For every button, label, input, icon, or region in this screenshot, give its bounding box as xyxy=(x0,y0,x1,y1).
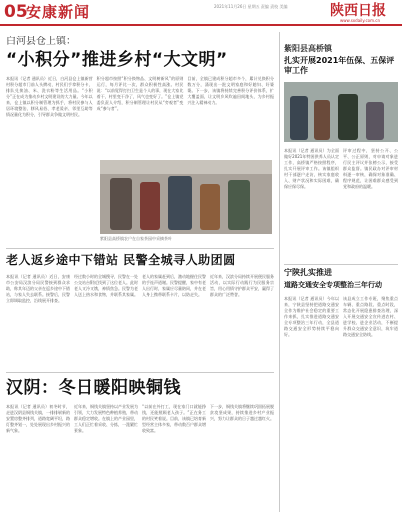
story-4-col-2: 近年来，铜钱关镇坚持以产业发展为引领，大力发展特色种植养殖，带动群众稳定增收。在镇上的产业园里，工人们正忙着采收、分拣，一派繁忙景象。 xyxy=(74,404,138,433)
story-2-headline: 老人返乡途中下错站 民警全城寻人助团圆 xyxy=(6,253,236,267)
story-3-headline: 宁陕扎实推进 xyxy=(284,268,332,277)
story-2 xyxy=(6,252,274,370)
section-divider-2 xyxy=(6,372,274,373)
story-2-col-1: 本报讯（记者 通讯员）近日，安康市公安局汉滨分局民警接到群众求助，称其年迈的父亲在返乡途中下错站，与家人失去联系。接警后，民警立即调取监控，沿线展开排查。 xyxy=(6,274,70,303)
story-1-kicker: 白河县仓上镇： xyxy=(6,36,76,47)
story-2-col-2: 经过数小时的全城搜寻，民警在一处公交站台附近找到了这位老人。此时老人又冷又饿，神情焦急。民警为老人送上热水和食物，并联系其家属。 xyxy=(74,274,138,297)
newspaper-url: www.sxdaily.com.cn xyxy=(340,18,380,23)
story-3-col-1: 本报讯（记者 通讯员）今年以来，宁陕县坚持把道路交通安全作为维护社会稳定的重要工作来抓，扎实推进道路交通安全专项整治三年行动，全县道路交通安全形势持续平稳向好。 xyxy=(284,296,339,337)
section-divider-1 xyxy=(6,248,274,249)
story-right xyxy=(284,44,398,244)
story-1-photo xyxy=(100,160,272,234)
story-3-col-2: 该县成立工作专班，聚焦重点车辆、重点路段、重点时段，常态化开展隐患排查治理，深入开展交通安全宣传进农村、进学校、进企业活动，不断提升群众交通安全意识，筑牢道路交通安全防线。 xyxy=(343,296,398,337)
story-1-col-3: 目前，全镇已建成积分超市多个，累计兑换积分数万分，涌现出一批文明家庭和好媳妇、好婆婆。下一步，该镇将持续完善积分评价体系，扩大覆盖面，让文明乡风吹遍田间地头，为乡村振兴注入精神动力。 xyxy=(187,76,274,105)
story-4-col-1: 本报讯（记者 通讯员）初冬时节，走进汉阴县铜钱关镇，一排排崭新的安置房整齐排列，道路宽阔平坦，路灯整齐划一，处处展现出乡村振兴的新气象。 xyxy=(6,404,70,433)
masthead xyxy=(0,0,402,26)
story-1-headline: “小积分”推进乡村“大文明” xyxy=(6,50,228,70)
edition-info: 2021年11月26日 星期五 责编 责校 美编 xyxy=(214,4,288,9)
story-4-col-4: 下一步，铜钱关镇将继续巩固拓展脱贫攻坚成果，持续推进乡村产业振兴，努力让群众的日子越过越红火。 xyxy=(210,404,274,421)
newspaper-logo: 陕西日报 xyxy=(330,3,386,19)
story-right-kicker: 紫阳县高桥镇 xyxy=(284,44,332,53)
story-4-col-3: “以前在外打工，现在家门口就能挣钱，还能照顾老人孩子。”正在务工的村民笑着说。目前，该镇已培育新型经营主体多家，带动数百户群众增收致富。 xyxy=(142,404,206,433)
section-divider-right xyxy=(284,264,398,265)
story-right-headline: 扎实开展2021年伍保、五保评审工作 xyxy=(284,56,395,75)
story-1-photo-caption: 紫阳县高桥镇农户在自家茶园中采摘茶叶 xyxy=(100,236,172,241)
story-4-headline: 汉阴：冬日暖阳映铜钱 xyxy=(6,378,181,398)
section-title: 安康新闻 xyxy=(26,3,91,21)
story-right-photo xyxy=(284,82,398,142)
story-2-col-4: 近年来，汉滨分局持续开展便民服务活动，以实际行动践行为民服务宗旨，用心用情守护群众平安，赢得了群众的广泛赞誉。 xyxy=(210,274,274,297)
page-number: 05 xyxy=(4,2,28,22)
story-2-col-3: 老人的家属赶到后，激动地握住民警的手连声道谢。民警提醒，家中有老人出行时，家属应尽量陪同，并在老人身上携带联系卡片，以防走失。 xyxy=(142,274,206,297)
column-divider xyxy=(279,32,280,512)
story-4 xyxy=(6,378,274,518)
story-3-headline-2: 道路交通安全专项整治三年行动 xyxy=(284,281,382,289)
story-3 xyxy=(284,268,398,508)
story-right-col-1: 本报讯（记者 通讯员）为全面做好2021年特困供养人员认定工作，高桥镇严格按照程序，扎实开展评审工作。该镇组织村干部逐户走访，核实家庭收入、财产状况和实际困难，确保应保尽保。 xyxy=(284,148,339,189)
story-right-col-2: 评审过程中，坚持公开、公平、公正原则，对申请对象进行民主评议并张榜公示，接受群众监督。镇民政办对评审材料逐一审核，确保对象准确、程序规范，让困难群众感受到党和政府的温暖。 xyxy=(343,148,398,189)
story-1-col-2: 积分超市按照“积分换物品、文明树新风”的原则运行，每月评比一次，群众积极性高涨。村民说：“以前觉得打扫卫生是个人的事，现在大家比着干，村里变干净了，风气也变好了。”仓上镇党委负责人介绍，积分制管理让村民从“旁观者”变成“参与者”。 xyxy=(96,76,184,111)
story-1-col-1: 本报讯（记者 通讯员）近日，白河县仓上镇新营村积分超市门前人头攒动，村民们手拿积分卡，排队兑换油、米、洗衣粉等生活用品。“小积分”正在成为推动乡村文明建设的大力量。今年以来，仓上镇以积分制管理为抓手，将村民参与人居环境整治、移风易俗、孝老爱亲、邻里互助等情况量化为积分，引导群众争做文明村民。 xyxy=(6,76,93,117)
